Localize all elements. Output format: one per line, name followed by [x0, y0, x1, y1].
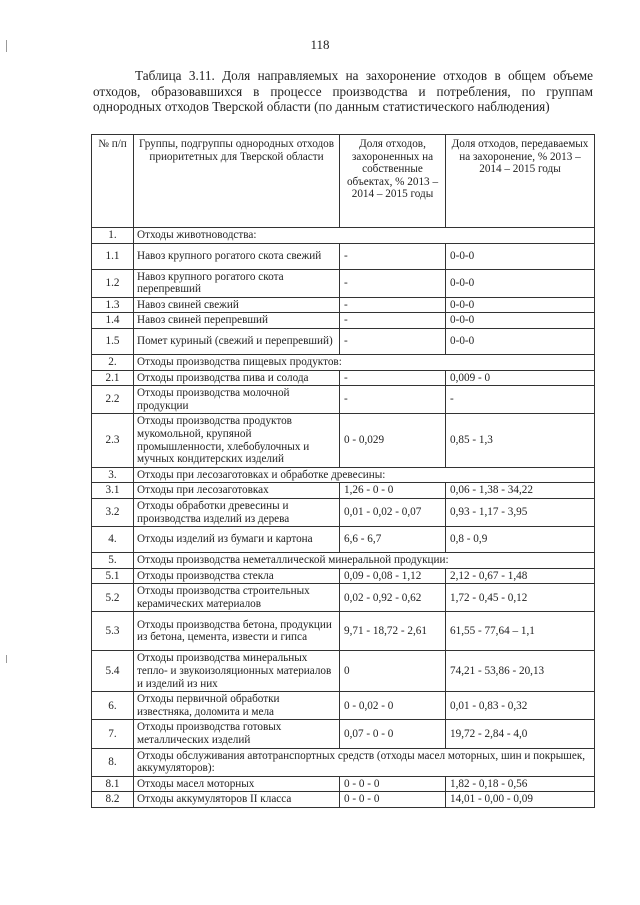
row-number: 5.3 [92, 612, 134, 651]
buried-share: 0 - 0 - 0 [340, 776, 446, 792]
buried-share: 0 - 0,02 - 0 [340, 692, 446, 720]
subgroup-name: Отходы аккумуляторов II класса [134, 792, 340, 808]
table-row [92, 651, 595, 692]
transferred-share: 0-0-0 [446, 269, 595, 297]
subgroup-name: Отходы первичной обработки известняка, доломита и мела [134, 692, 340, 720]
transferred-share: 1,72 - 0,45 - 0,12 [446, 584, 595, 612]
group-name: Отходы производства пищевых продуктов: [134, 354, 595, 370]
buried-share: 9,71 - 18,72 - 2,61 [340, 612, 446, 651]
row-number: 5.2 [92, 584, 134, 612]
transferred-share: 61,55 - 77,64 – 1,1 [446, 612, 595, 651]
table-row [92, 776, 595, 792]
transferred-share: 14,01 - 0,00 - 0,09 [446, 792, 595, 808]
table-row [92, 568, 595, 584]
buried-share: - [340, 297, 446, 313]
row-number: 4. [92, 527, 134, 553]
row-number: 5.1 [92, 568, 134, 584]
transferred-share: 2,12 - 0,67 - 1,48 [446, 568, 595, 584]
table-row [92, 720, 595, 748]
subgroup-name: Отходы производства стекла [134, 568, 340, 584]
row-number: 3.1 [92, 483, 134, 499]
table-row [92, 527, 595, 553]
transferred-share: 0-0-0 [446, 297, 595, 313]
table-row [92, 269, 595, 297]
transferred-share: 0,01 - 0,83 - 0,32 [446, 692, 595, 720]
table-row [92, 483, 595, 499]
subgroup-name: Навоз крупного рогатого скота перепревший [134, 269, 340, 297]
waste-table [91, 134, 595, 808]
row-number: 1.1 [92, 243, 134, 269]
table-row [92, 243, 595, 269]
table-row [92, 328, 595, 354]
row-number: 2.2 [92, 386, 134, 414]
table-body [92, 228, 595, 808]
table-row [92, 386, 595, 414]
transferred-share: 0-0-0 [446, 328, 595, 354]
row-number: 2.1 [92, 370, 134, 386]
margin-mark [6, 655, 7, 663]
row-number: 1.4 [92, 313, 134, 329]
row-number: 7. [92, 720, 134, 748]
group-name: Отходы животноводства: [134, 228, 595, 244]
buried-share: - [340, 313, 446, 329]
subgroup-name: Отходы производства строительных керамических материалов [134, 584, 340, 612]
row-number: 5. [92, 553, 134, 569]
buried-share: 0 - 0 - 0 [340, 792, 446, 808]
row-number: 1.5 [92, 328, 134, 354]
table-caption: Таблица 3.11. Доля направляемых на захоронение отходов в общем объеме отходов, образовавшихся в процессе производства и потребления, по группам однородных отходов Тверской области (по данным статистического наблюдения) [93, 68, 593, 114]
table-row [92, 792, 595, 808]
transferred-share: 0-0-0 [446, 243, 595, 269]
buried-share: - [340, 243, 446, 269]
subgroup-name: Отходы производства минеральных тепло- и звукоизоляционных материалов и изделий из них [134, 651, 340, 692]
subgroup-name: Навоз крупного рогатого скота свежий [134, 243, 340, 269]
row-number: 2. [92, 354, 134, 370]
subgroup-name: Помет куриный (свежий и перепревший) [134, 328, 340, 354]
transferred-share: 74,21 - 53,86 - 20,13 [446, 651, 595, 692]
buried-share: - [340, 269, 446, 297]
buried-share: 0 [340, 651, 446, 692]
transferred-share: 0,93 - 1,17 - 3,95 [446, 498, 595, 526]
buried-share: 0,09 - 0,08 - 1,12 [340, 568, 446, 584]
header-transferred: Доля отходов, передаваемых на захоронение, % 2013 – 2014 – 2015 годы [446, 135, 595, 228]
table-group-row [92, 467, 595, 483]
group-name: Отходы производства неметаллической минеральной продукции: [134, 553, 595, 569]
buried-share: - [340, 328, 446, 354]
subgroup-name: Отходы производства бетона, продукции из бетона, цемента, извести и гипса [134, 612, 340, 651]
buried-share: 6,6 - 6,7 [340, 527, 446, 553]
subgroup-name: Отходы производства молочной продукции [134, 386, 340, 414]
subgroup-name: Отходы производства пива и солода [134, 370, 340, 386]
row-number: 3.2 [92, 498, 134, 526]
table-group-row [92, 228, 595, 244]
subgroup-name: Отходы изделий из бумаги и картона [134, 527, 340, 553]
subgroup-name: Отходы масел моторных [134, 776, 340, 792]
row-number: 2.3 [92, 414, 134, 467]
transferred-share: 0,06 - 1,38 - 34,22 [446, 483, 595, 499]
header-num: № п/п [92, 135, 134, 228]
buried-share: - [340, 386, 446, 414]
group-name: Отходы обслуживания автотранспортных средств (отходы масел моторных, шин и покрышек, аккумуляторов): [134, 748, 595, 776]
subgroup-name: Навоз свиней перепревший [134, 313, 340, 329]
buried-share: 0,02 - 0,92 - 0,62 [340, 584, 446, 612]
group-name: Отходы при лесозаготовках и обработке древесины: [134, 467, 595, 483]
buried-share: 0,07 - 0 - 0 [340, 720, 446, 748]
table-header-row [92, 135, 595, 228]
transferred-share: 0,009 - 0 [446, 370, 595, 386]
buried-share: 0,01 - 0,02 - 0,07 [340, 498, 446, 526]
transferred-share: 0,85 - 1,3 [446, 414, 595, 467]
page-number: 118 [310, 37, 330, 52]
row-number: 8.1 [92, 776, 134, 792]
table-group-row [92, 354, 595, 370]
row-number: 6. [92, 692, 134, 720]
subgroup-name: Отходы производства продуктов мукомольной, крупяной промышленности, хлебобулочных и мучных кондитерских изделий [134, 414, 340, 467]
table-row [92, 584, 595, 612]
row-number: 1.2 [92, 269, 134, 297]
transferred-share: 0,8 - 0,9 [446, 527, 595, 553]
transferred-share: 19,72 - 2,84 - 4,0 [446, 720, 595, 748]
subgroup-name: Отходы обработки древесины и производства изделий из дерева [134, 498, 340, 526]
subgroup-name: Отходы производства готовых металлических изделий [134, 720, 340, 748]
buried-share: 0 - 0,029 [340, 414, 446, 467]
subgroup-name: Навоз свиней свежий [134, 297, 340, 313]
row-number: 8. [92, 748, 134, 776]
header-group: Группы, подгруппы однородных отходов приоритетных для Тверской области [134, 135, 340, 228]
buried-share: - [340, 370, 446, 386]
buried-share: 1,26 - 0 - 0 [340, 483, 446, 499]
table-row [92, 498, 595, 526]
table-row [92, 370, 595, 386]
transferred-share: - [446, 386, 595, 414]
transferred-share: 0-0-0 [446, 313, 595, 329]
table-group-row [92, 748, 595, 776]
row-number: 1. [92, 228, 134, 244]
table-row [92, 297, 595, 313]
subgroup-name: Отходы при лесозаготовках [134, 483, 340, 499]
row-number: 3. [92, 467, 134, 483]
transferred-share: 1,82 - 0,18 - 0,56 [446, 776, 595, 792]
row-number: 5.4 [92, 651, 134, 692]
margin-mark [6, 40, 7, 52]
row-number: 1.3 [92, 297, 134, 313]
table-row [92, 612, 595, 651]
table-row [92, 313, 595, 329]
table-group-row [92, 553, 595, 569]
row-number: 8.2 [92, 792, 134, 808]
header-buried: Доля отходов, захороненных на собственные объектах, % 2013 – 2014 – 2015 годы [340, 135, 446, 228]
table-row [92, 414, 595, 467]
table-row [92, 692, 595, 720]
